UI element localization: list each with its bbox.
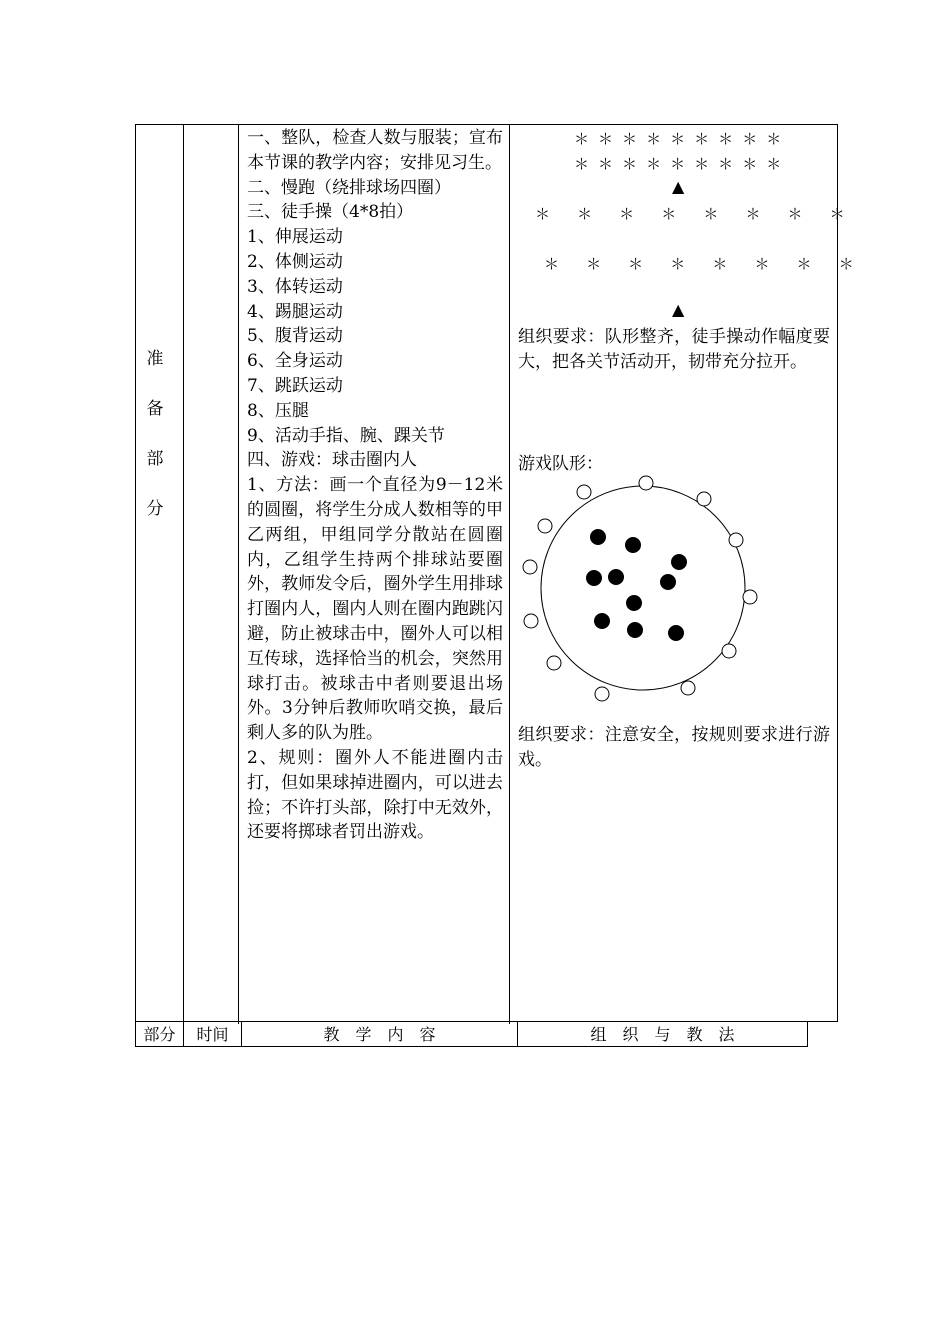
- content-paragraph: 9、活动手指、腕、踝关节: [247, 425, 445, 446]
- formation-row: ＊ ＊ ＊ ＊ ＊ ＊ ＊ ＊: [544, 255, 854, 273]
- outer-player-icon: [729, 533, 743, 547]
- outer-player-icon: [595, 687, 609, 701]
- outer-player-icon: [681, 681, 695, 695]
- content-paragraph: 6、全身运动: [247, 351, 343, 372]
- inner-player-icon: [608, 569, 624, 585]
- formation-row: ＊ ＊ ＊ ＊ ＊ ＊ ＊ ＊ ＊: [574, 155, 782, 173]
- section-label-char: 备: [146, 399, 164, 419]
- col-divider-1: [183, 124, 184, 1024]
- footer-right-border: [807, 1022, 808, 1047]
- table-left-border: [135, 124, 136, 1047]
- inner-player-icon: [594, 613, 610, 629]
- inner-player-icon: [627, 622, 643, 638]
- inner-player-icon: [625, 537, 641, 553]
- footer-bottom-border: [135, 1046, 808, 1047]
- section-label-char: 准: [146, 349, 164, 369]
- content-paragraph: 2、体侧运动: [247, 251, 343, 272]
- teaching-content: [247, 126, 503, 845]
- content-paragraph: 1、伸展运动: [247, 227, 343, 248]
- playing-circle: [541, 486, 745, 690]
- teacher-marker-icon: ▲: [672, 177, 685, 196]
- organization-requirement: 组织要求：队形整齐，徒手操动作幅度要大，把各关节活动开，韧带充分拉开。: [518, 327, 830, 372]
- formation-row: ＊ ＊ ＊ ＊ ＊ ＊ ＊ ＊: [535, 205, 845, 223]
- inner-player-icon: [660, 574, 676, 590]
- inner-player-icon: [668, 625, 684, 641]
- outer-player-icon: [577, 485, 591, 499]
- col-divider-2: [238, 124, 239, 1024]
- outer-player-icon: [538, 519, 552, 533]
- outer-player-icon: [743, 590, 757, 604]
- content-paragraph: 4、踢腿运动: [247, 301, 343, 322]
- content-paragraph: 二、慢跑（绕排球场四圈）: [247, 177, 451, 198]
- teacher-marker-icon: ▲: [672, 300, 685, 319]
- organization-requirement: 组织要求：注意安全，按规则要求进行游戏。: [518, 725, 830, 770]
- section-label-char: 分: [146, 499, 164, 519]
- outer-player-icon: [639, 476, 653, 490]
- content-paragraph: 1、方法：画一个直径为9－12米的圆圈，将学生分成人数相等的甲乙两组，甲组同学分散站在圆圈内，乙组学生持两个排球站要圈外，教师发令后，圈外学生用排球打圈内人，圈内人则在圈内跑跳闪避，防止被球击中，圈外人可以相互传球，选择恰当的机会，突然用球打击。被球击中者则要退出场外。3分钟后教师吹哨交换，最后剩人多的队为胜。: [247, 475, 503, 744]
- outer-player-icon: [523, 560, 537, 574]
- outer-player-icon: [524, 614, 538, 628]
- outer-player-icon: [722, 644, 736, 658]
- content-paragraph: 四、游戏：球击圈内人: [247, 450, 417, 471]
- col-divider-3: [509, 124, 510, 1024]
- footer-time-label: 时间: [196, 1025, 229, 1044]
- inner-player-icon: [671, 554, 687, 570]
- footer-method-label: 组 织 与 教 法: [590, 1025, 735, 1044]
- inner-player-icon: [586, 570, 602, 586]
- formation-row: ＊ ＊ ＊ ＊ ＊ ＊ ＊ ＊ ＊: [574, 130, 782, 148]
- content-paragraph: 3、体转运动: [247, 276, 343, 297]
- section-label-char: 部: [146, 449, 164, 469]
- content-paragraph: 7、跳跃运动: [247, 375, 343, 396]
- table-top-border: [135, 124, 838, 125]
- content-paragraph: 5、腹背运动: [247, 326, 343, 347]
- footer-part-label: 部分: [143, 1025, 176, 1044]
- content-paragraph: 三、徒手操（4*8拍）: [247, 202, 414, 223]
- footer-content-label: 教 学 内 容: [323, 1025, 436, 1044]
- content-paragraph: 8、压腿: [247, 400, 309, 421]
- content-paragraph: 一、整队，检查人数与服装；宣布本节课的教学内容；安排见习生。: [247, 128, 503, 173]
- game-formation-label: 游戏队形：: [518, 454, 603, 474]
- content-paragraph: 2、规则：圈外人不能进圈内击打，但如果球掉进圈内，可以进去捡；不许打头部，除打中无效外，还要将掷球者罚出游戏。: [247, 747, 503, 843]
- outer-player-icon: [697, 492, 711, 506]
- outer-player-icon: [547, 656, 561, 670]
- inner-player-icon: [626, 595, 642, 611]
- inner-player-icon: [590, 529, 606, 545]
